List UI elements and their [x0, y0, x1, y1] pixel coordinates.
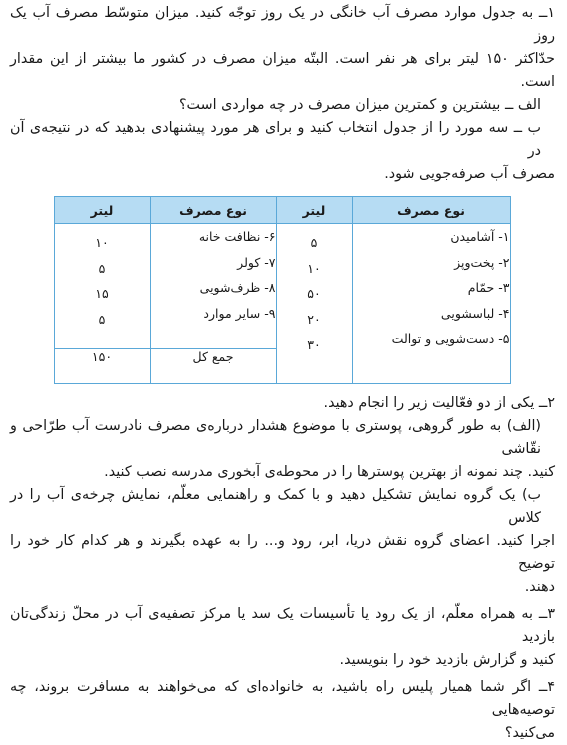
left-usage-column — [150, 224, 276, 349]
liter-value: ۱۵ — [95, 286, 109, 301]
header-usage-right: نوع مصرف — [352, 197, 510, 224]
q2-title: ۲ــ یکی از دو فعّالیت زیر را انجام دهید. — [323, 395, 555, 411]
usage-item: ۵- دست‌شویی و توالت — [391, 331, 510, 346]
liter-value: ۵ — [310, 235, 318, 250]
liter-value: ۵ — [98, 311, 106, 327]
question-1 — [10, 2, 555, 186]
header-liter-left: لیتر — [54, 197, 150, 224]
water-usage-table-wrapper — [55, 196, 511, 384]
q1-line-1: ۱ــ به جدول موارد مصرف آب خانگی در یک روز توجّه کنید. میزان متوسّط مصرف آب یک روز — [10, 5, 555, 44]
question-4 — [10, 676, 555, 745]
liter-value: ۱۰ — [95, 235, 109, 250]
usage-item: ۹- سایر موارد — [203, 305, 276, 321]
total-label: جمع کل — [150, 349, 276, 384]
q1-part-b-line-1: ب ــ سه مورد را از جدول انتخاب کنید و برای هر مورد پیشنهادی بدهید که در نتیجه‌ی آن در — [10, 120, 541, 159]
q2-a-line-1: (الف) به طور گروهی، پوستری با موضوع هشدار درباره‌ی مصرف نادرست آب طرّاحی و نقّاشی — [10, 418, 541, 457]
q4-line-2: می‌کنید؟ — [504, 725, 555, 741]
usage-item: ۴- لباسشویی — [440, 305, 510, 321]
header-usage-left: نوع مصرف — [150, 197, 276, 224]
right-usage-column — [352, 224, 510, 384]
usage-item: ۱- آشامیدن — [450, 229, 510, 244]
question-3 — [10, 603, 555, 672]
q1-part-a: الف ــ بیشترین و کمترین میزان مصرف در چه مواردی است؟ — [178, 97, 541, 113]
usage-item: ۸- ظرف‌شویی — [199, 280, 276, 295]
liter-value: ۲۰ — [307, 311, 321, 327]
usage-item: ۳- حمّام — [467, 280, 510, 295]
q2-b-line-2: اجرا کنید. اعضای گروه نقش دریا، ابر، رود و... را به عهده بگیرند و هر کدام کار خود را توضیح — [10, 533, 555, 572]
usage-item: ۲- پخت‌وپز — [454, 254, 510, 270]
table-body-row — [54, 224, 510, 349]
liter-value: ۱۰ — [307, 260, 321, 276]
liter-value: ۵۰ — [307, 286, 321, 301]
q2-b-line-3: دهند. — [524, 579, 555, 595]
header-liter-right: لیتر — [276, 197, 352, 224]
question-2 — [10, 392, 555, 599]
q3-line-2: کنید و گزارش بازدید خود را بنویسید. — [339, 652, 555, 668]
usage-item: ۷- کولر — [237, 254, 276, 270]
q4-line-1: ۴ــ اگر شما همیار پلیس راه باشید، به خانواده‌ای که می‌خواهند به مسافرت بروند، چه توصیه‌هایی — [10, 679, 555, 718]
q1-part-b-line-2: مصرف آب صرفه‌جویی شود. — [384, 166, 555, 182]
water-usage-table — [54, 196, 511, 384]
liter-value: ۳۰ — [307, 337, 321, 352]
total-value: ۱۵۰ — [54, 349, 150, 384]
table-header-row — [54, 197, 510, 224]
q2-b-line-1: ب) یک گروه نمایش تشکیل دهید و با کمک و راهنمایی معلّم، نمایش چرخه‌ی آب را در کلاس — [10, 487, 541, 526]
usage-item: ۶- نظافت خانه — [198, 229, 276, 244]
q2-a-line-2: کنید. چند نمونه از بهترین پوسترها را در محوطه‌ی آبخوری مدرسه نصب کنید. — [104, 464, 555, 480]
left-liter-column — [54, 224, 150, 349]
liter-value: ۵ — [98, 260, 106, 276]
q3-line-1: ۳ــ به همراه معلّم، از یک رود یا تأسیسات یک سد یا مرکز تصفیه‌ی آب در محلّ زندگی‌تان بازدید — [10, 606, 555, 645]
right-liter-column — [276, 224, 352, 384]
q1-line-2: حدّاکثر ۱۵۰ لیتر برای هر نفر است. البتّه میزان مصرف در کشور ما بیشتر از این مقدار است. — [10, 51, 555, 90]
